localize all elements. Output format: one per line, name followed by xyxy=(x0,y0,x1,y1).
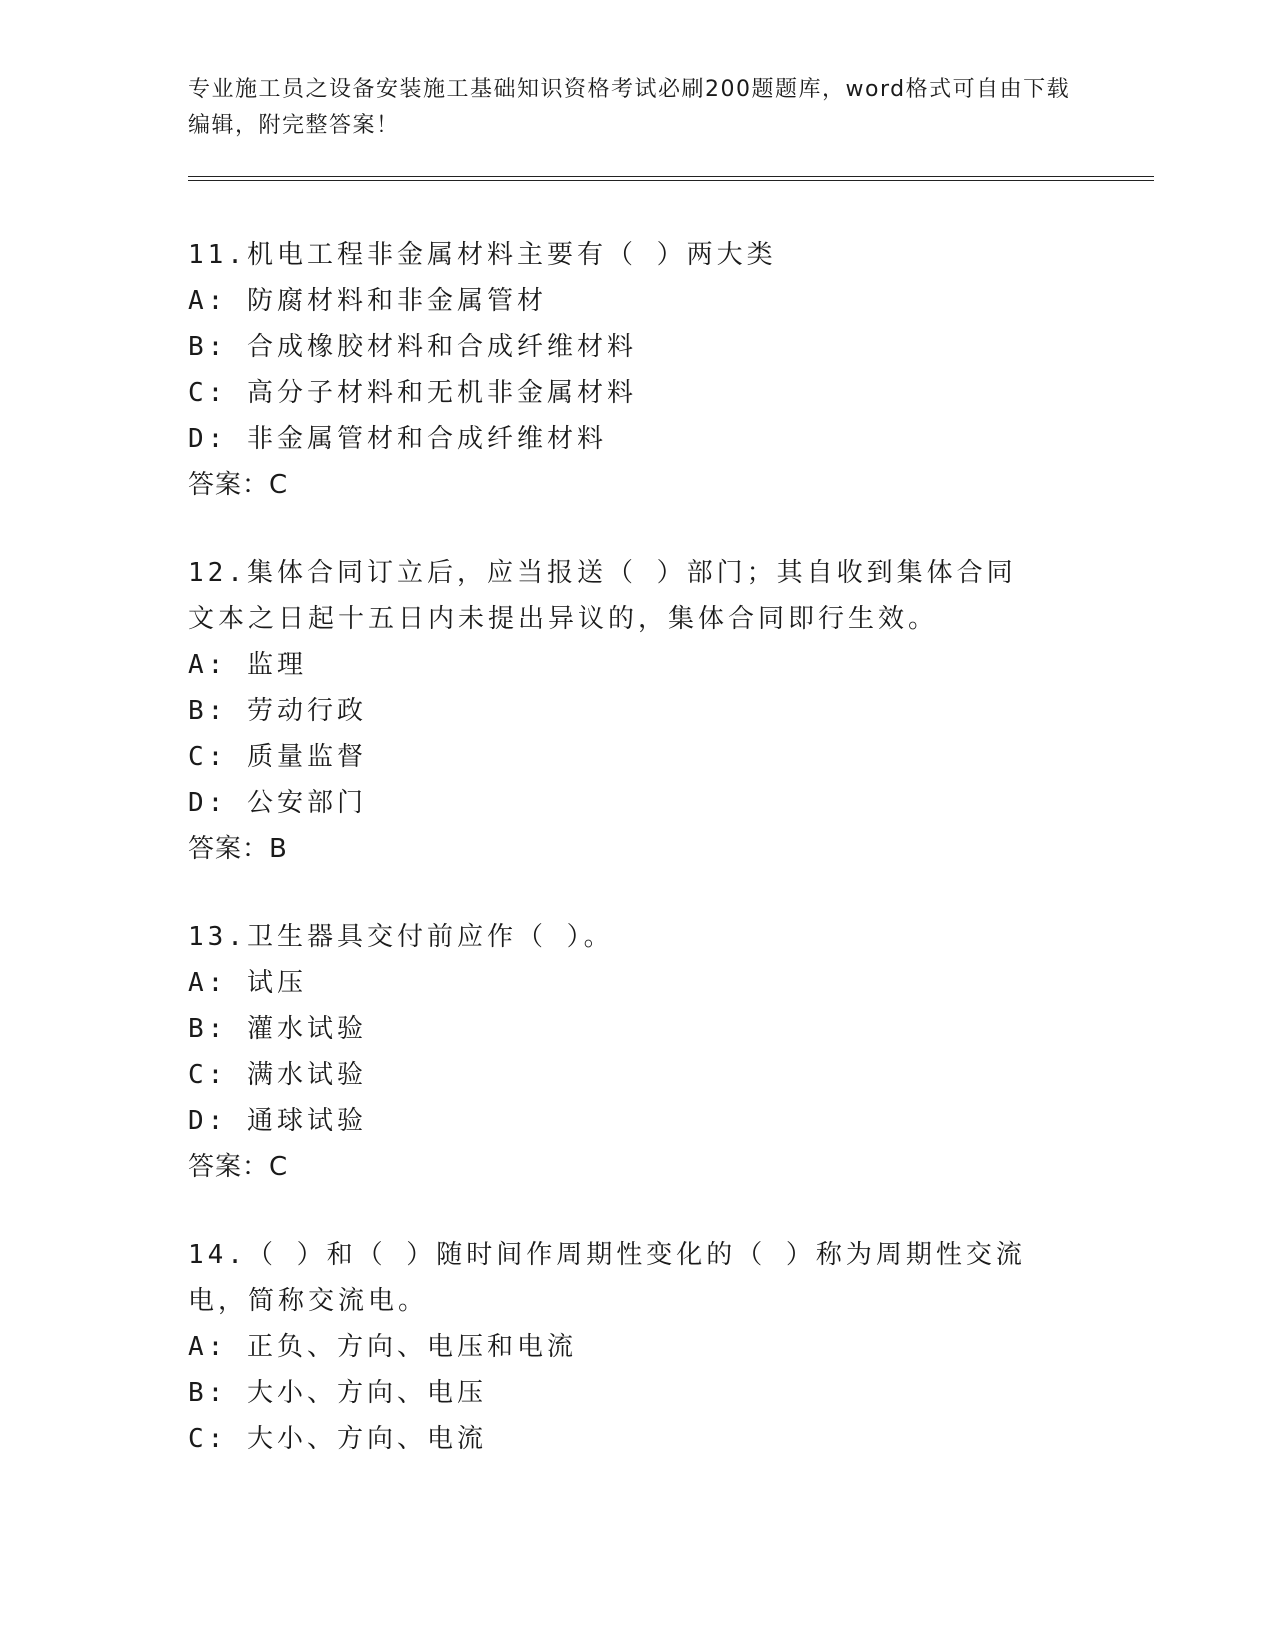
option-c: C: 质量监督 xyxy=(188,742,367,772)
question-stem: 13.卫生器具交付前应作（ ）。 xyxy=(188,922,614,952)
option-d: D: 非金属管材和合成纤维材料 xyxy=(188,424,607,454)
option-d: D: 公安部门 xyxy=(188,788,367,818)
answer-line: 答案：C xyxy=(188,470,289,500)
question-item xyxy=(188,232,1088,508)
option-a: A: 正负、方向、电压和电流 xyxy=(188,1332,577,1362)
answer-line: 答案：B xyxy=(188,834,288,864)
option-c: C: 大小、方向、电流 xyxy=(188,1424,487,1454)
question-stem: 14.（ ）和（ ）随时间作周期性变化的（ ）称为周期性交流电，简称交流电。 xyxy=(188,1240,1026,1316)
option-a: A: 监理 xyxy=(188,650,307,680)
option-a: A: 防腐材料和非金属管材 xyxy=(188,286,547,316)
option-b: B: 灌水试验 xyxy=(188,1014,367,1044)
option-c: C: 高分子材料和无机非金属材料 xyxy=(188,378,637,408)
header-divider xyxy=(188,176,1154,181)
question-item xyxy=(188,550,1088,872)
question-stem: 11.机电工程非金属材料主要有（ ）两大类 xyxy=(188,240,777,270)
document-header-title: 专业施工员之设备安装施工基础知识资格考试必刷200题题库，word格式可自由下载编辑，附完整答案！ xyxy=(188,77,1071,138)
option-b: B: 劳动行政 xyxy=(188,696,367,726)
option-b: B: 合成橡胶材料和合成纤维材料 xyxy=(188,332,637,362)
question-item xyxy=(188,914,1088,1190)
question-stem: 12.集体合同订立后，应当报送（ ）部门；其自收到集体合同文本之日起十五日内未提出异议的，集体合同即行生效。 xyxy=(188,558,1017,634)
question-list xyxy=(188,232,1088,1462)
question-item xyxy=(188,1232,1088,1462)
answer-line: 答案：C xyxy=(188,1152,289,1182)
option-b: B: 大小、方向、电压 xyxy=(188,1378,487,1408)
option-a: A: 试压 xyxy=(188,968,307,998)
option-d: D: 通球试验 xyxy=(188,1106,367,1136)
option-c: C: 满水试验 xyxy=(188,1060,367,1090)
